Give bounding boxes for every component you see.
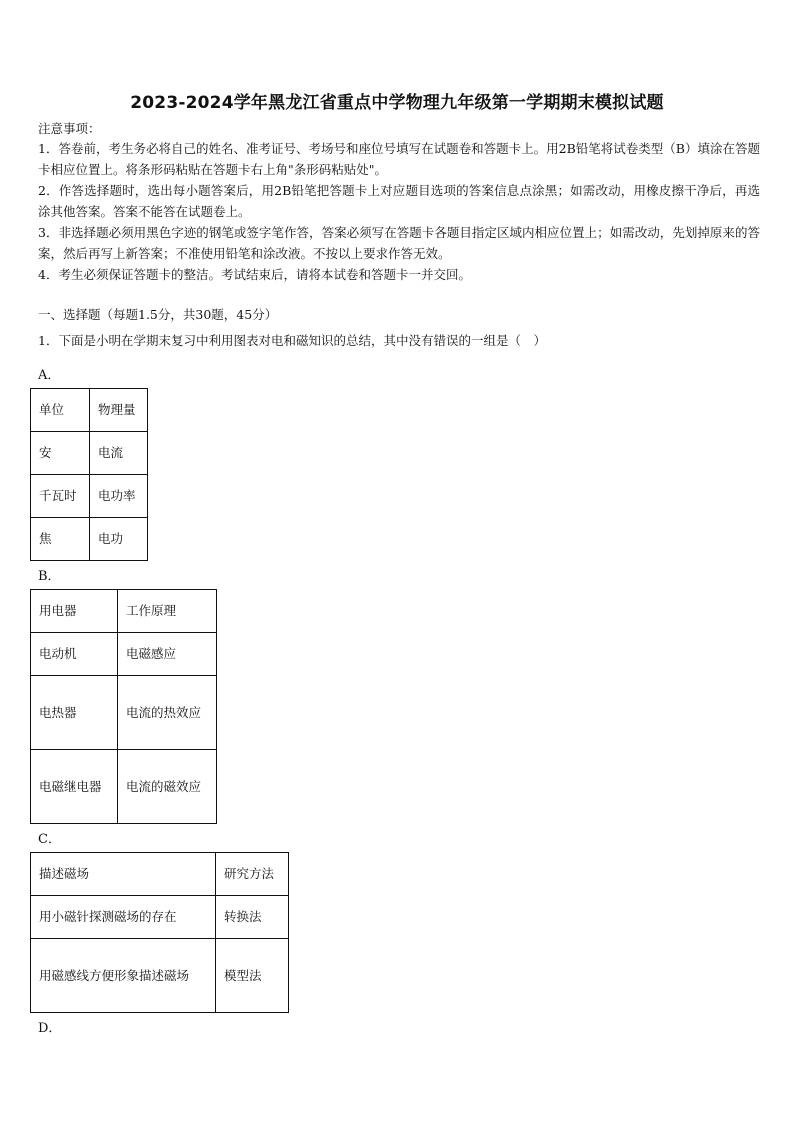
option-b-table — [30, 589, 217, 824]
table-cell: 电磁继电器 — [31, 750, 118, 824]
question-1-stem: 1．下面是小明在学期末复习中利用图表对电和磁知识的总结，其中没有错误的一组是（ ） — [38, 333, 546, 348]
table-cell: 用小磁针探测磁场的存在 — [31, 896, 216, 939]
table-cell: 电功 — [90, 518, 148, 561]
table-row — [31, 389, 148, 432]
table-cell: 电流的磁效应 — [118, 750, 217, 824]
table-cell: 转换法 — [216, 896, 289, 939]
table-cell: 用电器 — [31, 590, 118, 633]
option-a-label[interactable]: A． — [38, 368, 61, 383]
table-row — [31, 676, 217, 750]
table-cell: 物理量 — [90, 389, 148, 432]
table-row — [31, 633, 217, 676]
table-row — [31, 853, 289, 896]
table-row — [31, 750, 217, 824]
table-cell: 模型法 — [216, 939, 289, 1013]
table-cell: 描述磁场 — [31, 853, 216, 896]
table-cell: 电磁感应 — [118, 633, 217, 676]
table-cell: 安 — [31, 432, 90, 475]
table-row — [31, 518, 148, 561]
note-item: 3．非选择题必须用黑色字迹的钢笔或签字笔作答，答案必须写在答题卡各题目指定区域内相应位置上；如需改动，先划掉原来的答案，然后再写上新答案；不准使用铅笔和涂改液。不按以上要求作答无效。 — [38, 225, 760, 261]
table-cell: 电热器 — [31, 676, 118, 750]
table-cell: 电动机 — [31, 633, 118, 676]
option-d-label[interactable]: D． — [38, 1021, 62, 1036]
table-row — [31, 590, 217, 633]
table-cell: 电流 — [90, 432, 148, 475]
table-cell: 用磁感线方便形象描述磁场 — [31, 939, 216, 1013]
table-cell: 电功率 — [90, 475, 148, 518]
note-item: 1．答卷前，考生务必将自己的姓名、准考证号、考场号和座位号填写在试题卷和答题卡上。用2B铅笔将试卷类型（B）填涂在答题卡相应位置上。将条形码粘贴在答题卡右上角"条形码粘贴处"。 — [38, 141, 760, 177]
option-c-label[interactable]: C． — [38, 832, 61, 847]
notes-list — [38, 138, 760, 285]
table-cell: 研究方法 — [216, 853, 289, 896]
table-cell: 千瓦时 — [31, 475, 90, 518]
table-cell: 单位 — [31, 389, 90, 432]
table-row — [31, 475, 148, 518]
option-a-table — [30, 388, 148, 561]
option-b-label[interactable]: B． — [38, 569, 61, 584]
table-row — [31, 896, 289, 939]
notes-heading: 注意事项： — [38, 121, 101, 136]
exam-title: 2023-2024学年黑龙江省重点中学物理九年级第一学期期末模拟试题 — [130, 93, 664, 113]
table-cell: 工作原理 — [118, 590, 217, 633]
note-item: 2．作答选择题时，选出每小题答案后，用2B铅笔把答题卡上对应题目选项的答案信息点涂黑；如需改动，用橡皮擦干净后，再选涂其他答案。答案不能答在试题卷上。 — [38, 183, 760, 219]
table-cell: 电流的热效应 — [118, 676, 217, 750]
table-row — [31, 939, 289, 1013]
note-item: 4．考生必须保证答题卡的整洁。考试结束后，请将本试卷和答题卡一并交回。 — [38, 267, 471, 282]
table-row — [31, 432, 148, 475]
table-cell: 焦 — [31, 518, 90, 561]
section-heading: 一、选择题（每题1.5分，共30题，45分） — [38, 307, 278, 322]
option-c-table — [30, 852, 289, 1013]
